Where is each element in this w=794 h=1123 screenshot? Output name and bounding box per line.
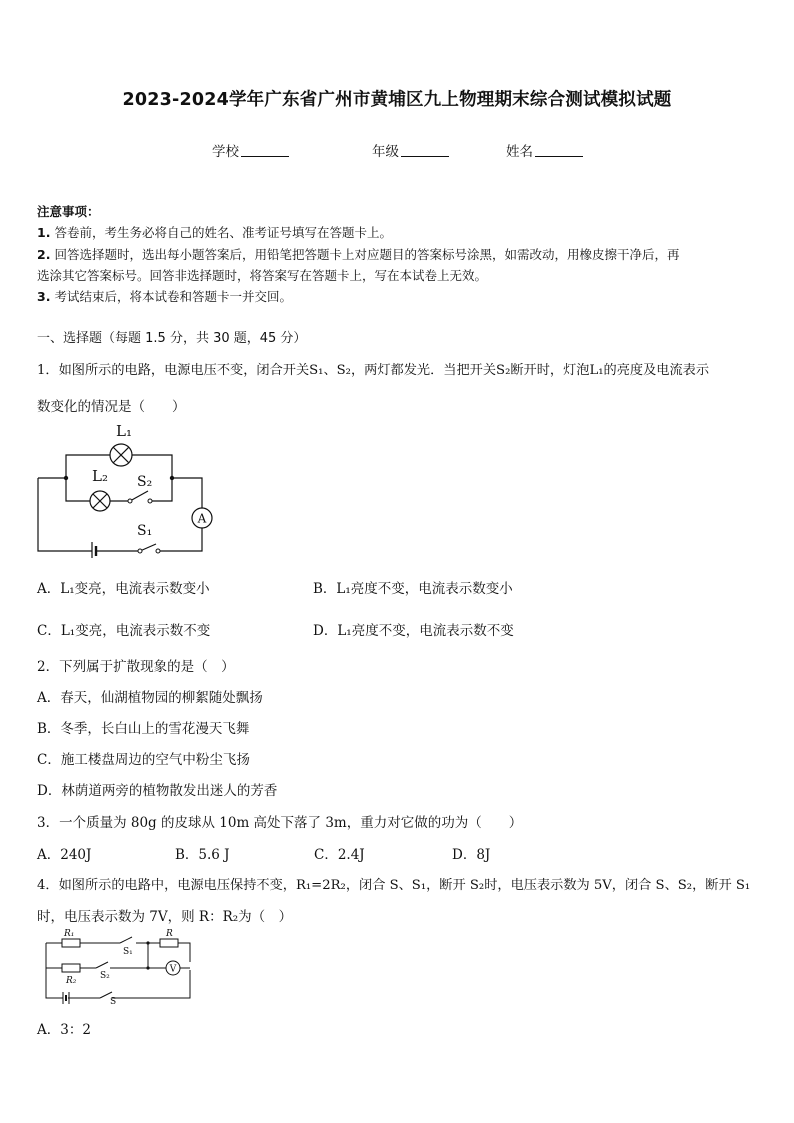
notice-item-text: 回答选择题时，选出每小题答案后，用铅笔把答题卡上对应题目的答案标号涂黑，如需改动，用橡皮擦干净后，再 <box>54 247 680 262</box>
grade-blank <box>401 144 449 157</box>
resistor-r-label: R <box>166 929 173 939</box>
notice-heading: 注意事项： <box>37 204 100 219</box>
notice-item-continuation: 选涂其它答案标号。回答非选择题时，将答案写在答题卡上，写在本试卷上无效。 <box>37 268 488 283</box>
resistor-r1-label: R₁ <box>64 929 75 939</box>
circuit-diagram-1 <box>30 418 230 558</box>
question-2-stem: 2．下列属于扩散现象的是（ ） <box>37 659 235 675</box>
notice-item-number: 1. <box>37 225 51 240</box>
question-3-option-b: B．5.6 J <box>175 847 230 863</box>
question-1-option-c: C．L₁变亮，电流表示数不变 <box>37 623 211 639</box>
voltmeter-icon <box>166 961 180 975</box>
name-label: 姓名 <box>506 144 533 160</box>
ammeter-label: A <box>197 511 207 526</box>
lamp-l1-label: L₁ <box>116 422 132 440</box>
switch-contact <box>156 549 160 553</box>
voltmeter-label: V <box>169 964 177 975</box>
lamp-l2-label: L₂ <box>92 467 108 485</box>
notice-item-number: 2. <box>37 247 51 262</box>
battery-icon <box>92 542 96 558</box>
resistor-r2-icon <box>62 964 80 972</box>
ammeter-icon <box>192 508 212 528</box>
question-3-option-a: A．240J <box>37 847 92 863</box>
question-2-option-d: D．林荫道两旁的植物散发出迷人的芳香 <box>37 783 278 799</box>
name-blank <box>535 144 583 157</box>
switch-s1-label: S₁ <box>123 947 133 957</box>
question-4-line-2: 时，电压表示数为 7V，则 R：R₂为（ ） <box>37 909 293 925</box>
notice-item-number: 3. <box>37 289 51 304</box>
question-1-line-2: 数变化的情况是（ ） <box>37 399 186 415</box>
lamp-l1-icon <box>110 444 132 466</box>
switch-contact <box>138 549 142 553</box>
grade-field <box>372 140 449 160</box>
notice-item <box>37 287 292 305</box>
notice-item <box>37 245 679 263</box>
name-field <box>506 140 583 160</box>
question-4-option-a: A．3：2 <box>37 1022 91 1038</box>
grade-label: 年级 <box>372 144 399 160</box>
school-blank <box>241 144 289 157</box>
question-3-stem: 3．一个质量为 80g 的皮球从 10m 高处下落了 3m，重力对它做的功为（ ） <box>37 815 523 831</box>
resistor-r2-label: R₂ <box>66 976 77 986</box>
switch-s2-label: S₂ <box>137 474 153 490</box>
notice-item <box>37 223 392 241</box>
junction-dot <box>170 476 174 480</box>
switch-s1-label: S₁ <box>137 523 153 539</box>
question-1-option-b: B．L₁亮度不变，电流表示数变小 <box>313 581 513 597</box>
page-title: 2023-2024学年广东省广州市黄埔区九上物理期末综合测试模拟试题 <box>122 90 672 110</box>
question-1-option-a: A．L₁变亮，电流表示数变小 <box>37 581 210 597</box>
school-field <box>212 140 289 160</box>
question-3-option-d: D．8J <box>452 847 491 863</box>
notice-item-text: 答卷前，考生务必将自己的姓名、准考证号填写在答题卡上。 <box>54 225 392 240</box>
circuit-diagram-4 <box>40 926 200 1006</box>
lamp-l2-icon <box>90 491 110 511</box>
switch-s-label: S <box>110 997 117 1006</box>
switch-contact <box>128 499 132 503</box>
junction-dot <box>64 476 68 480</box>
question-2-option-b: B．冬季，长白山上的雪花漫天飞舞 <box>37 721 250 737</box>
notice-item-text: 考试结束后，将本试卷和答题卡一并交回。 <box>54 289 292 304</box>
switch-contact <box>148 499 152 503</box>
question-2-option-c: C．施工楼盘周边的空气中粉尘飞扬 <box>37 752 250 768</box>
question-1-option-d: D．L₁亮度不变，电流表示数不变 <box>313 623 514 639</box>
question-4-line-1: 4．如图所示的电路中，电源电压保持不变，R₁=2R₂，闭合 S、S₁，断开 S₂时，电压表示数为 5V，闭合 S、S₂，断开 S₁ <box>37 878 751 893</box>
question-3-option-c: C．2.4J <box>314 847 365 863</box>
question-1-line-1: 1．如图所示的电路，电源电压不变，闭合开关S₁、S₂，两灯都发光．当把开关S₂断开时，灯泡L₁的亮度及电流表示 <box>37 363 710 378</box>
resistor-r-icon <box>160 939 178 947</box>
question-2-option-a: A．春天，仙湖植物园的柳絮随处飘扬 <box>37 690 263 706</box>
junction-dot <box>146 941 149 944</box>
junction-dot <box>146 966 149 969</box>
school-label: 学校 <box>212 144 239 160</box>
section-heading: 一、选择题（每题 1.5 分，共 30 题，45 分） <box>37 331 307 346</box>
switch-s2-label: S₂ <box>100 971 110 981</box>
resistor-r1-icon <box>62 939 80 947</box>
